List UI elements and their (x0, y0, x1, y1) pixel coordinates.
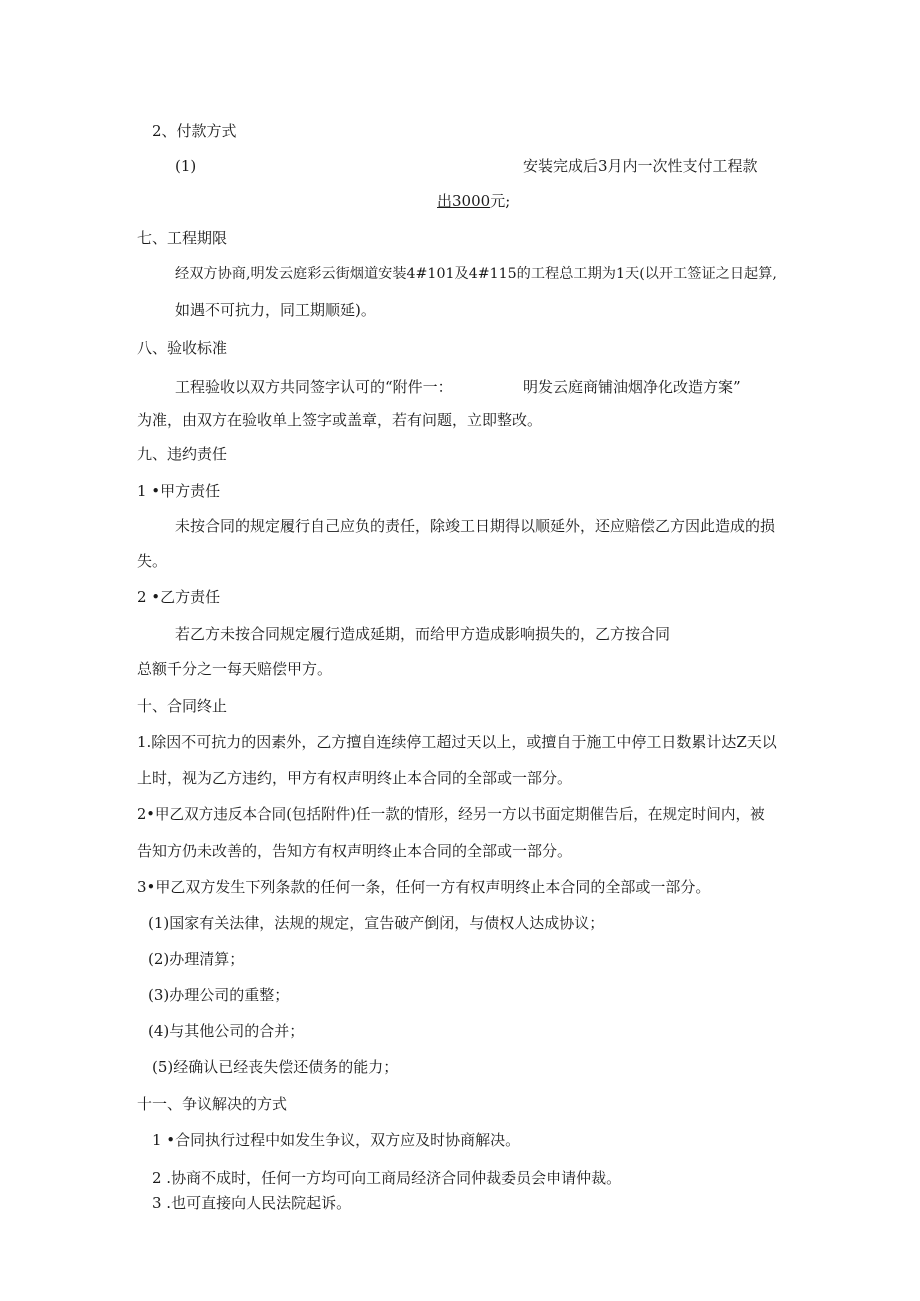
payment-amount-suffix: 元; (490, 192, 511, 210)
termination-clause-1-line-1: 1.除因不可抗力的因素外，乙方擅自连续停工超过天以上，或擅自于施工中停工日数累计达Z天以 (137, 733, 777, 751)
termination-sub-1: (1)国家有关法律，法规的规定，宣告破产倒闭，与债权人达成协议； (148, 914, 605, 932)
termination-clause-1-line-2: 上时，视为乙方违约，甲方有权声明终止本合同的全部或一部分。 (137, 769, 573, 787)
dispute-item-3: 3 .也可直接向人民法院起诉。 (152, 1194, 352, 1212)
partyB-title: 2 •乙方责任 (137, 588, 221, 606)
termination-clause-2-line-1: 2•甲乙双方违反本合同(包括附件)任一款的情形，经另一方以书面定期催告后，在规定时间内，被 (137, 806, 765, 823)
partyA-title: 1 •甲方责任 (137, 482, 221, 500)
termination-sub-5: (5)经确认已经丧失偿还债务的能力； (152, 1058, 399, 1076)
payment-heading: 2、付款方式 (152, 122, 237, 140)
payment-amount-value: 3000 (452, 192, 491, 210)
payment-item-number: (1) (175, 157, 197, 175)
termination-heading: 十、合同终止 (137, 697, 228, 715)
dispute-heading: 十一、争议解决的方式 (137, 1095, 288, 1113)
dispute-item-2: 2 .协商不成时，任何一方均可向工商局经济合同仲裁委员会申请仲裁。 (152, 1169, 622, 1187)
dispute-item-1: 1 •合同执行过程中如发生争议，双方应及时协商解决。 (152, 1131, 521, 1149)
breach-heading: 九、违约责任 (137, 445, 228, 463)
termination-sub-2: (2)办理清算； (148, 950, 245, 968)
termination-clause-2-line-2: 告知方仍未改善的，告知方有权声明终止本合同的全部或一部分。 (137, 842, 573, 860)
acceptance-line-2: 为准，由双方在验收单上签字或盖章，若有问题，立即整改。 (137, 411, 543, 429)
partyB-line-2: 总额千分之一每天赔偿甲方。 (137, 660, 333, 678)
partyB-line-1: 若乙方未按合同规定履行造成延期，而给甲方造成影响损失的，乙方按合同 (175, 625, 671, 643)
period-heading: 七、工程期限 (137, 229, 228, 247)
acceptance-heading: 八、验收标准 (137, 339, 228, 357)
period-line-2: 如遇不可抗力，同工期顺延)。 (175, 301, 376, 319)
termination-sub-3: (3)办理公司的重整； (148, 986, 290, 1004)
payment-item-text: 安装完成后3月内一次性支付工程款 (523, 157, 758, 175)
acceptance-line-1a: 工程验收以双方共同签字认可的“附件一： (175, 378, 453, 396)
termination-clause-3-line-1: 3•甲乙双方发生下列条款的任何一条，任何一方有权声明终止本合同的全部或一部分。 (137, 878, 711, 896)
payment-amount (437, 191, 510, 211)
period-line-1: 经双方协商,明发云庭彩云街烟道安装4#101及4#115的工程总工期为1天(以开工签证之日起算, (175, 266, 777, 282)
payment-amount-prefix: 出 (437, 192, 453, 210)
partyA-line-1: 未按合同的规定履行自己应负的责任，除竣工日期得以顺延外，还应赔偿乙方因此造成的损 (175, 517, 776, 535)
termination-sub-4: (4)与其他公司的合并； (148, 1022, 305, 1040)
acceptance-line-1b: 明发云庭商铺油烟净化改造方案” (523, 378, 741, 396)
partyA-line-2: 失。 (137, 552, 168, 570)
